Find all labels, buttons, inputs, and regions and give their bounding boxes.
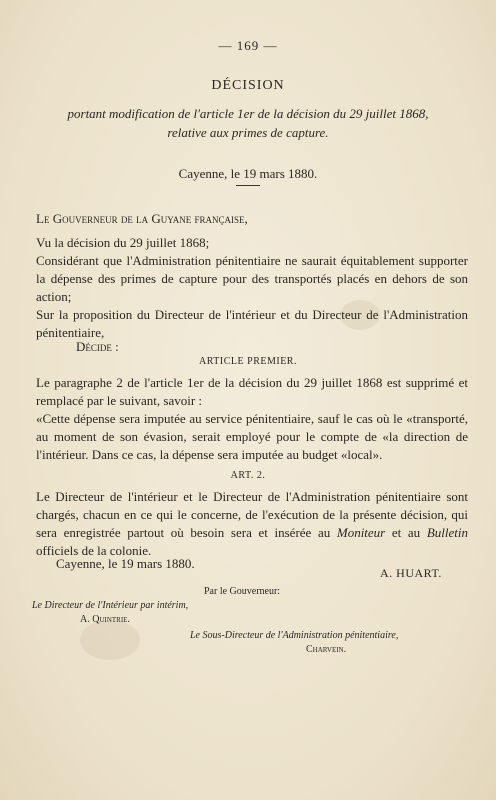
preamble-proposition: Sur la proposition du Directeur de l'intérieur et du Directeur de l'Administration pénitentiaire, [36, 307, 468, 340]
article-2-heading: ART. 2. [230, 470, 266, 481]
divider [236, 185, 260, 186]
moniteur-title: Moniteur [336, 525, 386, 540]
subtitle-line-1: portant modification de l'article 1er de la décision du 29 juillet 1868, [67, 106, 429, 121]
governor-heading: Le Gouverneur de la Guyane française, [36, 211, 248, 226]
director-title: Le Directeur de l'Intérieur par intérim, [32, 600, 189, 611]
decision-subtitle [0, 104, 496, 142]
article-2-text-end: officiels de la colonie. [36, 543, 152, 558]
page-number: — 169 — [218, 38, 278, 53]
preamble-vu: Vu la décision du 29 juillet 1868; [36, 235, 210, 250]
paper-stain [80, 620, 140, 660]
place-date: Cayenne, le 19 mars 1880. [178, 166, 318, 181]
decision-title: DÉCISION [211, 78, 285, 93]
decide-label: Décide : [76, 339, 119, 354]
article-1-quote: «Cette dépense sera imputée au service pénitentiaire, sauf le cas où le «transporté, au moment de son évasion, serait employé pour le compte de «la direction de l'intérieur. Dans ce cas, la dépense sera imputée au budget «local». [36, 411, 468, 462]
director-name: A. Quintrie. [80, 614, 130, 625]
article-1-heading: ARTICLE PREMIER. [199, 356, 297, 367]
article-2-text-main: Le Directeur de l'intérieur et le Directeur de l'Administration pénitentiaire sont chargés, chacun en ce qui le concerne, de l'exécution de la présente décision, qui sera enregistrée partout où besoin sera et insérée au [36, 489, 468, 540]
preamble-considerant: Considérant que l'Administration pénitentiaire ne saurait équitablement supporter la dépense des primes de capture pour des transportés placés en dehors de son action; [36, 253, 468, 304]
et-au: et au [391, 525, 421, 540]
par-le-gouverneur: Par le Gouverneur: [204, 586, 281, 597]
article-1-text: Le paragraphe 2 de l'article 1er de la décision du 29 juillet 1868 est supprimé et remplacé par le suivant, savoir : [36, 375, 468, 408]
article-2-text [36, 488, 468, 560]
subtitle-line-2: relative aux primes de capture. [167, 125, 329, 140]
subdirector-name: Charvein. [306, 644, 347, 655]
bulletin-title: Bulletin [426, 525, 468, 540]
closing-place-date: Cayenne, le 19 mars 1880. [56, 556, 195, 571]
signer-name: A. HUART. [380, 566, 442, 580]
subdirector-title: Le Sous-Directeur de l'Administration pénitentiaire, [190, 630, 399, 641]
